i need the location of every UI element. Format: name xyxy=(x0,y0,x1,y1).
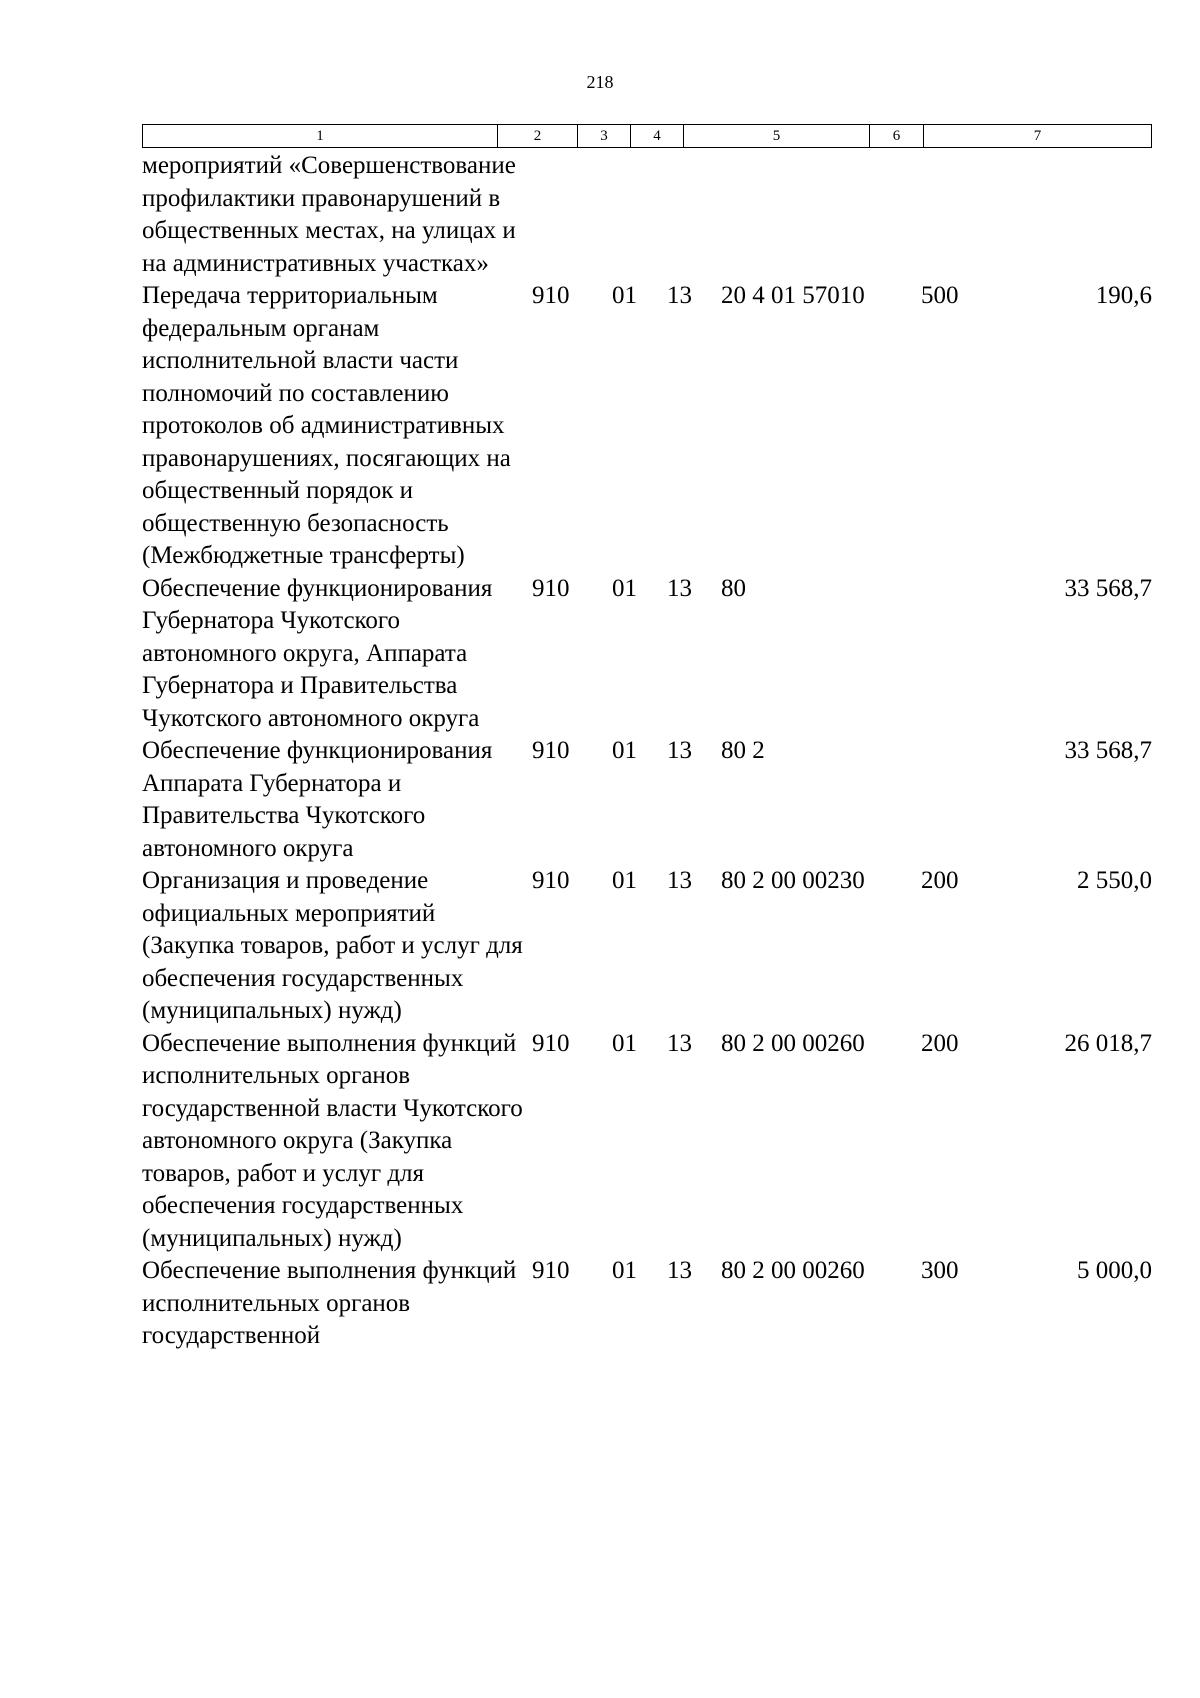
row-section-code: 01 xyxy=(612,1257,637,1284)
row-amount: 33 568,7 xyxy=(1064,574,1152,602)
row-expense-type: 200 xyxy=(921,1029,959,1057)
row-section-code: 01 xyxy=(612,574,637,602)
row-subsection-code: 13 xyxy=(667,1029,692,1057)
row-amount: 26 018,7 xyxy=(1064,1029,1152,1057)
row-amount: 5 000,0 xyxy=(1077,1257,1152,1284)
row-name: Обеспечение выполнения функций исполнительных органов государственной власти Чукотского автономного округа (Закупка товаров, работ и услуг для обеспечения государственных (муниципальных) нужд) xyxy=(142,1029,523,1252)
row-subsection-code xyxy=(664,150,721,280)
row-ministry-code: 910 xyxy=(532,867,570,894)
row-amount: 2 550,0 xyxy=(1077,867,1152,894)
row-expense-type: 200 xyxy=(921,867,959,894)
row-section-code: 01 xyxy=(612,282,637,309)
row-name: Обеспечение функционирования Аппарата Губернатора и Правительства Чукотского автономного округа xyxy=(142,737,493,862)
row-target-article: 80 2 00 00260 xyxy=(721,1257,865,1284)
row-target-article: 80 2 00 00260 xyxy=(721,1029,865,1057)
row-subsection-code: 13 xyxy=(667,867,692,894)
row-target-article xyxy=(721,150,921,280)
row-section-code: 01 xyxy=(612,737,637,764)
row-section-code: 01 xyxy=(612,1029,637,1057)
row-name: Обеспечение функционирования Губернатора Чукотского автономного округа, Аппарата Губернатора и Правительства Чукотского автономного округа xyxy=(142,574,493,732)
row-expense-type xyxy=(921,735,987,865)
header-col-6: 6 xyxy=(870,125,924,148)
row-name: Организация и проведение официальных мероприятий (Закупка товаров, работ и услуг для обеспечения государственных (муниципальных) нужд) xyxy=(142,867,523,1024)
table-row xyxy=(142,280,1152,573)
row-ministry-code: 910 xyxy=(532,1029,570,1057)
table-row xyxy=(142,573,1152,736)
row-amount: 190,6 xyxy=(1095,282,1152,309)
row-expense-type: 300 xyxy=(921,1257,959,1284)
row-subsection-code: 13 xyxy=(667,1257,692,1284)
row-ministry-code xyxy=(527,150,607,280)
table-row xyxy=(142,735,1152,865)
row-section-code xyxy=(607,150,664,280)
header-col-3: 3 xyxy=(578,125,631,148)
header-col-5: 5 xyxy=(684,125,870,148)
table-row xyxy=(142,1255,1152,1353)
row-target-article: 80 2 xyxy=(721,737,765,764)
row-expense-type xyxy=(921,573,987,736)
row-amount xyxy=(987,150,1152,280)
table-row xyxy=(142,865,1152,1028)
row-ministry-code: 910 xyxy=(532,282,570,309)
row-name: Обеспечение выполнения функций исполнительных органов государственной xyxy=(142,1257,517,1349)
row-expense-type xyxy=(921,150,987,280)
row-amount: 33 568,7 xyxy=(1064,737,1152,764)
row-target-article: 80 xyxy=(721,574,746,602)
row-name: Передача территориальным федеральным органам исполнительной власти части полномочий по составлению протоколов об административных правонарушениях, посягающих на общественный порядок и общественную безопасность (Межбюджетные трансферты) xyxy=(142,282,511,569)
row-section-code: 01 xyxy=(612,867,637,894)
row-target-article: 80 2 00 00230 xyxy=(721,867,865,894)
header-col-1: 1 xyxy=(143,125,498,148)
row-ministry-code: 910 xyxy=(532,574,570,602)
row-subsection-code: 13 xyxy=(667,737,692,764)
row-subsection-code: 13 xyxy=(667,282,692,309)
row-ministry-code: 910 xyxy=(532,737,570,764)
row-ministry-code: 910 xyxy=(532,1257,570,1284)
header-col-4: 4 xyxy=(631,125,684,148)
row-subsection-code: 13 xyxy=(667,574,692,602)
table-row xyxy=(142,1028,1152,1256)
budget-table-body xyxy=(142,150,1152,1353)
page-number: 218 xyxy=(586,72,614,92)
table-row xyxy=(142,150,1152,280)
column-number-header xyxy=(142,124,1152,148)
row-expense-type: 500 xyxy=(921,282,959,309)
header-col-7: 7 xyxy=(924,125,1152,148)
header-col-2: 2 xyxy=(498,125,578,148)
row-name: мероприятий «Совершенствование профилактики правонарушений в общественных местах, на улицах и на административных участках» xyxy=(142,152,516,277)
row-target-article: 20 4 01 57010 xyxy=(721,282,865,309)
